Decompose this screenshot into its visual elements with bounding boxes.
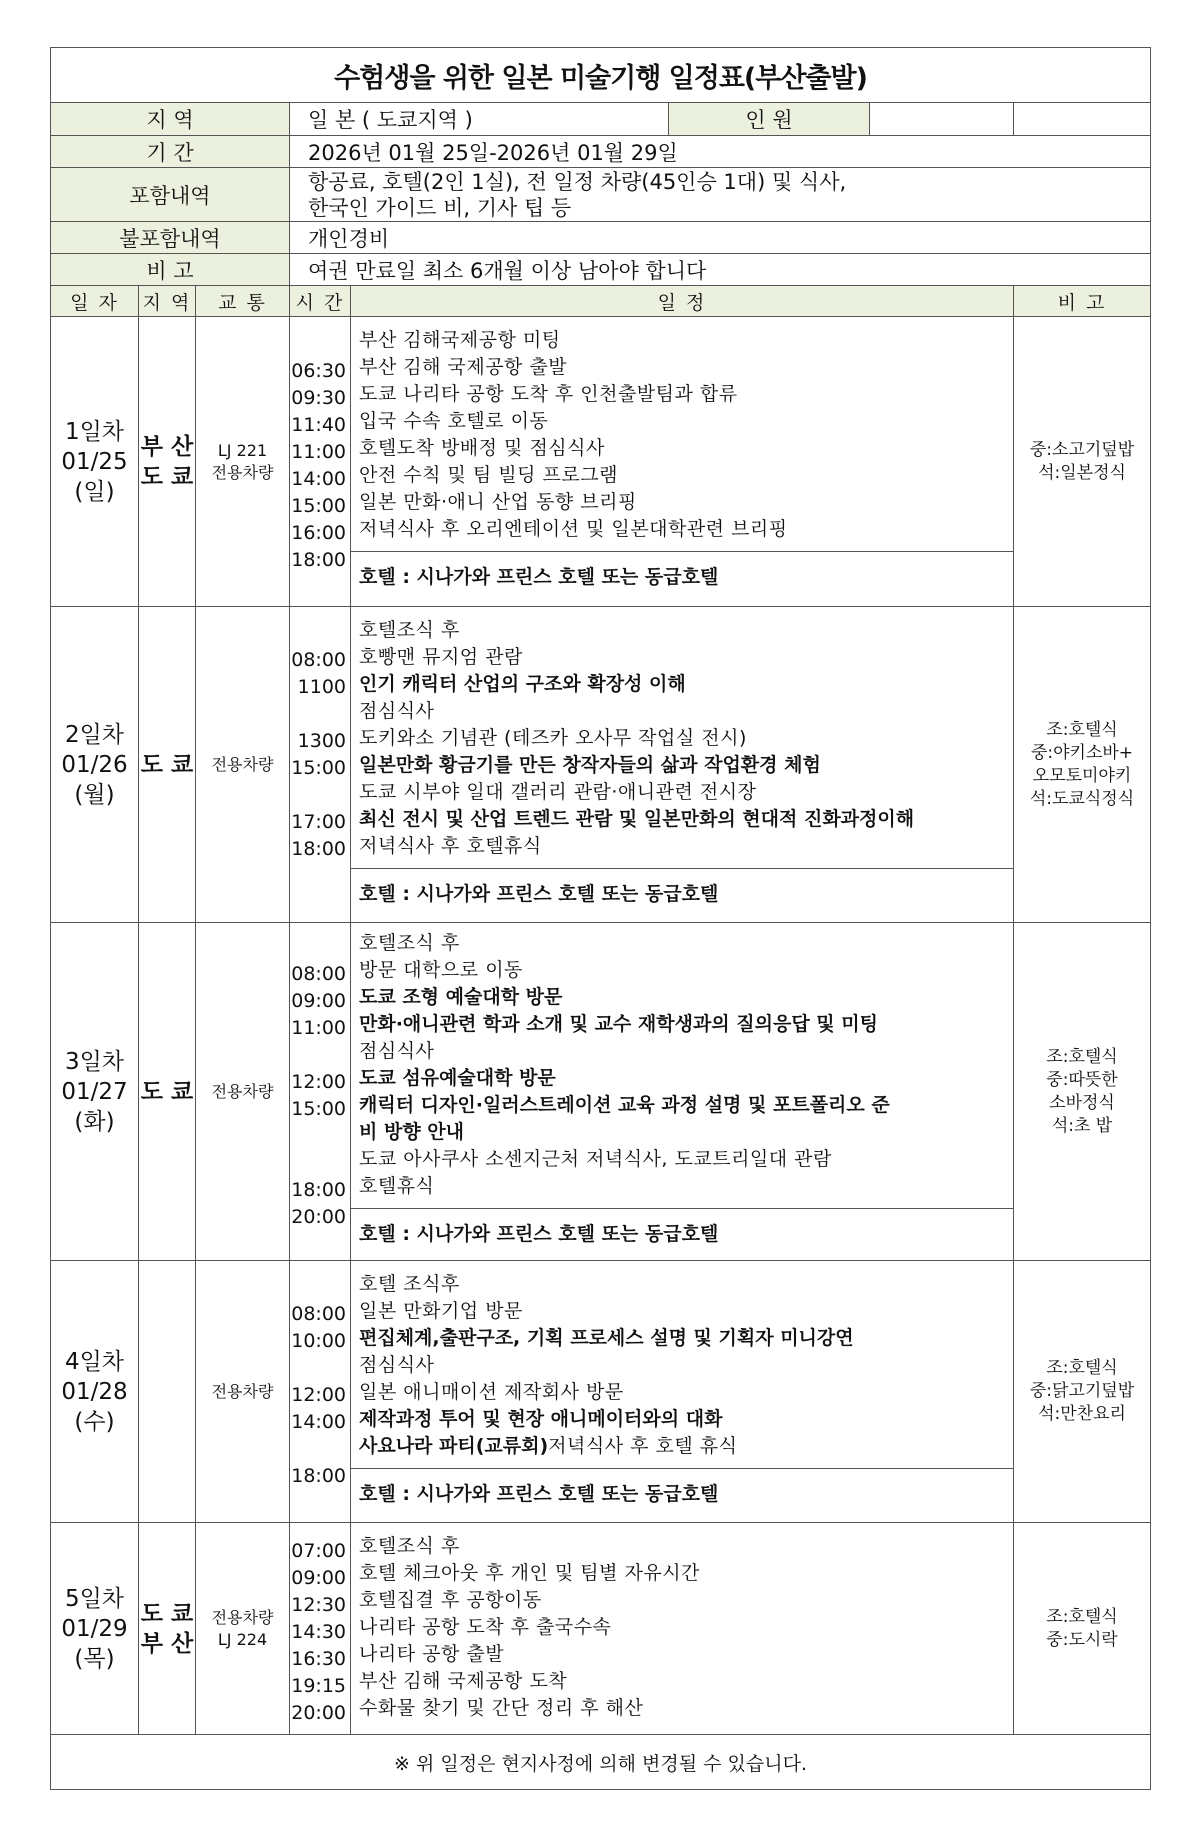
meal-note: 중:닭고기덮밥 (1029, 1381, 1135, 1401)
day-weekday: (일) (74, 478, 115, 505)
day-region-1: 도 쿄 (140, 751, 194, 778)
time-slot: 12:00 (291, 1384, 346, 1406)
time-slot: 19:15 (291, 1675, 346, 1697)
schedule-line: 도쿄 나리타 공항 도착 후 인천출발팀과 합류 (359, 383, 738, 405)
time-slot: 18:00 (291, 1465, 346, 1487)
meal-note: 석:도쿄식정식 (1029, 788, 1135, 809)
day-memo-cell (1014, 923, 1151, 1261)
hotel-info: 호텔 : 시나가와 프린스 호텔 또는 동급호텔 (351, 1468, 1013, 1519)
time-slot: 16:30 (291, 1648, 346, 1670)
period-label: 기 간 (51, 136, 290, 168)
day-transport-1: 전용차량 (211, 1381, 274, 1401)
schedule-line: 저녁식사 후 오리엔테이션 및 일본대학관련 브리핑 (359, 518, 788, 540)
day-row (51, 1523, 1151, 1735)
time-slot: 11:00 (291, 440, 346, 463)
schedule-line: 점심식사 (359, 1353, 435, 1376)
col-header-memo: 비 고 (1014, 286, 1151, 317)
day-schedule-cell (351, 607, 1014, 923)
meal-note: 조:호텔식 (1046, 1046, 1118, 1067)
day-label-cell (51, 923, 139, 1261)
time-slot: 12:30 (291, 1594, 346, 1616)
day-schedule-cell (351, 1523, 1014, 1735)
schedule-line: 인기 캐릭터 산업의 구조와 확장성 이해 (359, 672, 686, 695)
day-rows (51, 317, 1151, 1735)
schedule-line: 도쿄 섬유예술대학 방문 (359, 1067, 556, 1089)
time-slot: 11:00 (291, 1016, 346, 1039)
time-slot (290, 1042, 346, 1069)
day-memo-cell (1014, 607, 1151, 923)
day-region-cell (139, 923, 196, 1261)
time-slot: 1100 (297, 676, 346, 698)
col-header-region: 지 역 (139, 286, 196, 317)
day-transport-1: 전용차량 (211, 754, 274, 774)
time-slot: 14:00 (291, 467, 346, 490)
region-value: 일 본 ( 도쿄지역 ) (308, 108, 473, 132)
period-value: 2026년 01월 25일-2026년 01월 29일 (290, 136, 1151, 168)
time-slot (290, 863, 346, 890)
day-weekday: (수) (74, 1408, 115, 1435)
meal-note: 조:호텔식 (1046, 1358, 1118, 1378)
schedule-line: 도쿄 조형 예술대학 방문 (359, 986, 563, 1008)
day-weekday: (월) (74, 781, 115, 808)
day-times-cell (290, 607, 351, 923)
time-slot: 08:00 (291, 1303, 346, 1325)
time-slot: 08:00 (291, 962, 346, 985)
hotel-info: 호텔 : 시나가와 프린스 호텔 또는 동급호텔 (351, 868, 1013, 919)
meal-note: 석:만찬요리 (1038, 1404, 1126, 1424)
schedule-line: 만화·애니관련 학과 소개 및 교수 재학생과의 질의응답 및 미팅 (359, 1013, 878, 1035)
schedule-line: 수화물 찾기 및 간단 정리 후 해산 (359, 1697, 644, 1719)
day-weekday: (목) (74, 1645, 115, 1672)
schedule-line: 호텔조식 후 (359, 932, 460, 954)
day-weekday: (화) (74, 1108, 115, 1135)
time-slot: 08:00 (291, 649, 346, 671)
day-row (51, 607, 1151, 923)
day-times-cell (290, 317, 351, 607)
day-label-cell (51, 1261, 139, 1523)
time-slot (290, 1436, 346, 1463)
schedule-line: 호텔조식 후 (359, 618, 460, 641)
meal-note: 중:소고기덮밥 (1029, 439, 1135, 460)
schedule-line: 점심식사 (359, 1040, 435, 1062)
schedule-line: 일본만화 황금기를 만든 창작자들의 삶과 작업환경 체험 (359, 753, 821, 776)
schedule-line: 부산 김해국제공항 미팅 (359, 329, 561, 351)
schedule-lines (351, 1527, 1013, 1730)
day-number: 3일차 (64, 1048, 125, 1075)
schedule-line: 호텔집결 후 공항이동 (359, 1589, 542, 1611)
included-line-1: 항공료, 호텔(2인 1실), 전 일정 차량(45인승 1대) 및 식사, (308, 169, 847, 194)
day-schedule-cell (351, 923, 1014, 1261)
col-header-time: 시 간 (290, 286, 351, 317)
schedule-line: 호텔 체크아웃 후 개인 및 팀별 자유시간 (359, 1562, 700, 1584)
time-slot (290, 782, 346, 809)
day-transport-cell (196, 1261, 290, 1523)
time-slot: 15:00 (291, 494, 346, 517)
time-slot (290, 701, 346, 728)
schedule-line: 나리타 공항 출발 (359, 1643, 505, 1665)
col-header-date: 일 자 (51, 286, 139, 317)
day-region-cell (139, 607, 196, 923)
excluded-value: 개인경비 (290, 222, 1151, 254)
meal-note: 조:호텔식 (1046, 719, 1118, 740)
time-slot: 15:00 (291, 757, 346, 779)
itinerary-sheet (50, 47, 1150, 1790)
time-slot: 18:00 (291, 1178, 346, 1201)
day-date: 01/27 (61, 1078, 128, 1105)
time-slot: 07:00 (291, 1540, 346, 1562)
day-times-cell (290, 1523, 351, 1735)
time-slot (290, 1123, 346, 1150)
schedule-line: 편집체계,출판구조, 기획 프로세스 설명 및 기획자 미니강연 (359, 1326, 854, 1349)
day-schedule-cell (351, 1261, 1014, 1523)
region-value-cell (290, 103, 1014, 136)
schedule-line: 저녁식사 후 호텔휴식 (359, 834, 542, 857)
included-value (290, 168, 1151, 222)
meal-note: 오모토미야키 (1032, 765, 1132, 786)
time-slot (290, 1355, 346, 1382)
schedule-line: 일본 만화기업 방문 (359, 1299, 523, 1322)
note-label: 비 고 (51, 254, 290, 286)
day-row (51, 923, 1151, 1261)
day-region-1: 도 쿄 (140, 1078, 194, 1105)
schedule-line: 최신 전시 및 산업 트렌드 관람 및 일본만화의 현대적 진화과정이해 (359, 807, 915, 830)
people-value (870, 103, 1013, 135)
schedule-line: 일본 만화·애니 산업 동향 브리핑 (359, 491, 637, 513)
meal-note: 중:따뜻한 (1046, 1069, 1118, 1090)
schedule-line: 호텔휴식 (359, 1175, 435, 1197)
included-label: 포함내역 (51, 168, 290, 222)
schedule-line: 일본 애니매이션 제작회사 방문 (359, 1380, 624, 1403)
day-label-cell (51, 317, 139, 607)
time-slot: 14:30 (291, 1621, 346, 1643)
people-value-extra (1014, 103, 1151, 136)
schedule-line: 부산 김해 국제공항 도착 (359, 1670, 568, 1692)
day-date: 01/26 (61, 751, 128, 778)
day-memo-cell (1014, 1261, 1151, 1523)
day-row (51, 1261, 1151, 1523)
time-slot: 11:40 (291, 413, 346, 436)
schedule-line: 호텔 조식후 (359, 1272, 460, 1295)
schedule-line: 도쿄 시부야 일대 갤러리 관람·애니관련 전시장 (359, 780, 757, 803)
day-label-cell (51, 1523, 139, 1735)
day-region-1: 도 쿄 (140, 1600, 194, 1627)
schedule-line: 도쿄 아사쿠사 소센지근처 저녁식사, 도쿄트리일대 관람 (359, 1148, 832, 1170)
schedule-line (359, 1433, 1005, 1460)
schedule-line: 나리타 공항 도착 후 출국수속 (359, 1616, 612, 1638)
day-times-cell (290, 1261, 351, 1523)
schedule-line: 점심식사 (359, 699, 435, 722)
time-slot (290, 1150, 346, 1177)
day-transport-1: 전용차량 (211, 1081, 274, 1101)
schedule-line: 호빵맨 뮤지엄 관람 (359, 645, 523, 668)
day-number: 2일차 (64, 721, 125, 748)
day-transport-cell (196, 607, 290, 923)
day-transport-cell (196, 1523, 290, 1735)
excluded-label: 불포함내역 (51, 222, 290, 254)
itinerary-table (50, 47, 1151, 1790)
schedule-lines (351, 611, 1013, 868)
schedule-line: 캐릭터 디자인·일러스트레이션 교육 과정 설명 및 포트폴리오 준 (359, 1094, 890, 1116)
schedule-line: 비 방향 안내 (359, 1121, 464, 1143)
day-transport-2: 전용차량 (211, 462, 274, 482)
time-slot: 12:00 (291, 1070, 346, 1093)
schedule-line: 호텔조식 후 (359, 1535, 460, 1557)
col-header-transport: 교 통 (196, 286, 290, 317)
day-region-cell (139, 1261, 196, 1523)
page-title: 수험생을 위한 일본 미술기행 일정표(부산출발) (51, 48, 1151, 103)
time-slot: 20:00 (291, 1702, 346, 1724)
meal-note: 석:일본정식 (1038, 462, 1126, 483)
time-slot: 06:30 (291, 359, 346, 382)
region-label: 지 역 (51, 103, 290, 136)
schedule-line: 호텔도착 방배정 및 점심식사 (359, 437, 605, 459)
schedule-line: 도키와소 기념관 (테즈카 오사무 작업실 전시) (359, 726, 747, 749)
day-date: 01/25 (61, 448, 128, 475)
day-region-cell (139, 1523, 196, 1735)
day-region-1: 부 산 (140, 433, 194, 460)
day-transport-cell (196, 317, 290, 607)
time-slot: 14:00 (291, 1411, 346, 1433)
time-slot: 18:00 (291, 548, 346, 571)
day-region-2: 도 쿄 (140, 463, 194, 490)
day-transport-1: 전용차량 (211, 1607, 274, 1627)
time-slot: 20:00 (291, 1205, 346, 1228)
schedule-line: 제작과정 투어 및 현장 애니메이터와의 대화 (359, 1407, 723, 1430)
meal-note: 소바정식 (1049, 1092, 1115, 1113)
meal-note: 조:호텔식 (1046, 1606, 1118, 1627)
included-line-2: 한국인 가이드 비, 기사 팁 등 (308, 195, 572, 220)
day-date: 01/28 (61, 1378, 128, 1405)
schedule-lines (351, 321, 1013, 551)
hotel-info: 호텔 : 시나가와 프린스 호텔 또는 동급호텔 (351, 1208, 1013, 1259)
people-label: 인 원 (668, 103, 870, 135)
time-slot: 18:00 (291, 838, 346, 860)
day-memo-cell (1014, 317, 1151, 607)
day-memo-cell (1014, 1523, 1151, 1735)
time-slot: 1300 (297, 730, 346, 752)
schedule-line: 입국 수속 호텔로 이동 (359, 410, 549, 432)
time-slot: 17:00 (291, 811, 346, 833)
time-slot: 10:00 (291, 1330, 346, 1352)
note-value: 여권 만료일 최소 6개월 이상 남아야 합니다 (290, 254, 1151, 286)
time-slot: 09:30 (291, 386, 346, 409)
day-transport-2: LJ 224 (217, 1629, 268, 1649)
meal-note: 중:야키소바+ (1030, 742, 1134, 763)
day-times-cell (290, 923, 351, 1261)
meal-note: 석:초 밥 (1051, 1115, 1113, 1136)
schedule-line: 방문 대학으로 이동 (359, 959, 523, 981)
col-header-schedule: 일 정 (351, 286, 1014, 317)
schedule-line: 부산 김해 국제공항 출발 (359, 356, 568, 378)
day-number: 5일차 (64, 1585, 125, 1612)
schedule-lines (351, 1265, 1013, 1468)
column-header-row (51, 286, 1151, 317)
day-label-cell (51, 607, 139, 923)
hotel-info: 호텔 : 시나가와 프린스 호텔 또는 동급호텔 (351, 551, 1013, 602)
footer-note: ※ 위 일정은 현지사정에 의해 변경될 수 있습니다. (51, 1735, 1151, 1790)
day-number: 1일차 (64, 418, 125, 445)
day-schedule-cell (351, 317, 1014, 607)
schedule-line-rest: 저녁식사 후 호텔 휴식 (548, 1434, 738, 1457)
schedule-line-bold: 사요나라 파티(교류회) (359, 1434, 549, 1457)
day-date: 01/29 (61, 1615, 128, 1642)
time-slot: 16:00 (291, 521, 346, 544)
day-row (51, 317, 1151, 607)
time-slot: 09:00 (291, 1567, 346, 1589)
day-transport-1: LJ 221 (217, 440, 268, 460)
time-slot: 15:00 (291, 1097, 346, 1120)
meal-note: 중:도시락 (1046, 1629, 1118, 1650)
schedule-lines (351, 924, 1013, 1208)
day-region-2: 부 산 (140, 1630, 194, 1657)
time-slot: 09:00 (291, 989, 346, 1012)
schedule-line: 안전 수칙 및 팀 빌딩 프로그램 (359, 464, 618, 486)
day-number: 4일차 (64, 1348, 125, 1375)
day-region-cell (139, 317, 196, 607)
day-transport-cell (196, 923, 290, 1261)
